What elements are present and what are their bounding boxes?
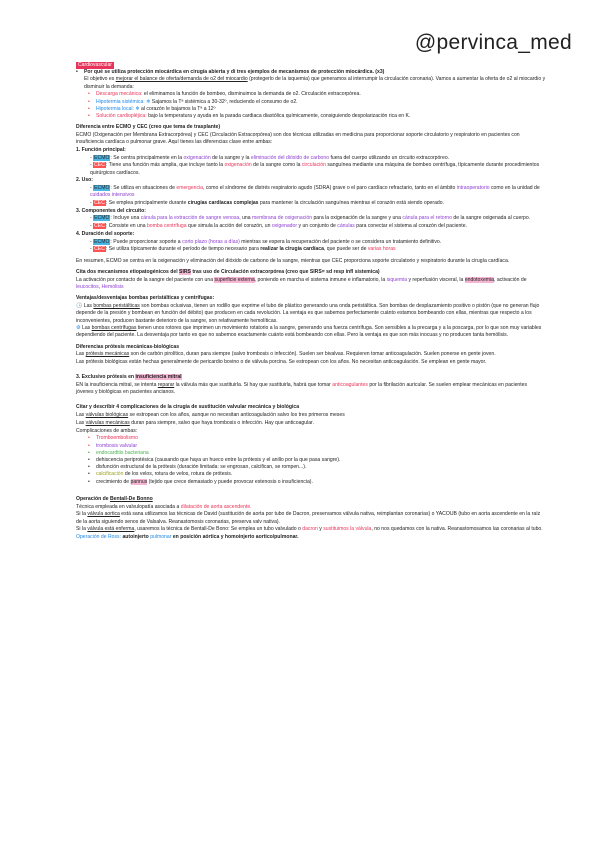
q2-sec2-ecmo: - ECMO: Se utiliza en situaciones de emergencia, como el síndrome de distrés respiratorio agudo (SDRA) grave o el paro cardíaco refractario, tanto en el ámbito intraoperatorio como en la unidad de cuidados intensivos — [90, 185, 540, 199]
list-item: • Tromboembolismo — [76, 435, 546, 442]
q5-title: Diferencias prótesis mecánicas-biológicas — [76, 343, 180, 350]
q2-sec1-cec: - CEC: Tiene una función más amplia, que incluye tanto la oxigenación de la sangre como la circulación sanguínea mediante una máquina de bombeo centrífuga, típicamente durante procedimientos quirúrgicos cardíacos. — [90, 162, 540, 176]
subject-badge: Cardiovascular — [78, 62, 112, 68]
q2-sec3-title: 3. Componentes del circuito: — [76, 207, 146, 214]
q7-title: Citar y describir 4 complicaciones de la cirugía de sustitución valvular mecánica y biológica — [76, 404, 300, 411]
q2-title: Diferencia entre ECMO y CEC (creo que tema de trasplante) — [76, 124, 221, 131]
q2-sec3-ecmo: - ECMO: Incluye una cánula para la extracción de sangre venosa, una membrana de oxigenación para la oxigenación de la sangre y una cánula para el retorno de la sangre oxigenada al cuerpo. — [90, 215, 531, 222]
q2-summary: En resumen, ECMO se centra en la oxigenación y eliminación del dióxido de carbono de la sangre, mientras que CEC proporciona soporte circulatorio y respiratorio durante la cirugía cardíaca. — [76, 257, 510, 264]
watermark: @pervinca_med — [414, 31, 572, 54]
q7-mech: Las válvulas mecánicas duran para siempre, salvo que haya trombosis o infección. Hay que anticoagular. — [76, 419, 314, 426]
q2-sec2-cec: - CEC: Se emplea principalmente durante cirugías cardíacas complejas para mantener la circulación sanguínea mientras el corazón está siendo operado. — [90, 199, 444, 206]
q5-mech: Las prótesis mecánicas son de carbón pirolítico, duran para siempre (salvo trombosis o infección). Suelen ser bivalvas. Requieren tomar anticoagulación. Suelen ponerse en gente joven. — [76, 351, 496, 358]
q2-sec2-title: 2. Uso: — [76, 177, 93, 184]
list-item: • endocarditis bacteriana — [76, 450, 546, 457]
q2-intro: ECMO (Oxigenación per Membrana Extracorpórea) y CEC (Circulación Extracorpórea) son dos técnicas utilizadas en medicina para proporcionar soporte circulatorio y respiratorio en pacientes con insuficiencia cardíaca o pulmonar grave. Aquí tienes las diferencias clave entre ambas: — [76, 131, 520, 146]
list-item: • calcificación de los velos, rotura de velos, rotura de prótesis. — [76, 471, 546, 478]
document — [76, 62, 546, 542]
q8-p1: Técnica empleada en valvulopatía asociada a dilatación de aorta ascendente. — [76, 503, 252, 510]
q1-title: • Por qué se utiliza protección miocárdica en cirugía abierta y di tres ejemplos de mecanismos de protección miocárdica. (x3) — [76, 69, 546, 76]
q8-p3: Si la válvula está enferma, usaremos la técnica de Bentall-De Bono: Se emplea un tubo valvulado o dacron y sustituimos la válvula, no nos quedamos con la nativa. Reanastomosamos las coronarias al tubo. — [76, 526, 543, 533]
list-item: • Descarga mecánica: el eliminamos la función de bombeo, disminuimos la demanda de o2. Circulación extracorpórea. — [76, 91, 546, 98]
q7-bio: Las válvulas biológicas se estropean con los años, aunque no necesitan anticoagulación salvo los tres primeros meses — [76, 412, 345, 419]
q8-title: Operación de Bentall-De Bonno — [76, 495, 153, 502]
q2-sec3-cec: - CEC: Consiste en una bomba centrífuga que simula la acción del corazón, un oxigenador y un conjunto de cánulas para conectar el sistema al corazón del paciente. — [90, 223, 467, 230]
q6-title: 3. Exclusivo prótesis en insuficiencia mitral — [76, 374, 182, 381]
q6-text: EN la insuficiencia mitral, se intenta reparar la válvula más que sustituirla. Si hay que sustituirla, habrá que tomar anticoagulantes por la fibrilación auricular. Se suelen emplear mecánicas en pacientes jóvenes y biológicas en pacientes ancianos. — [76, 382, 528, 396]
q2-sec4-title: 4. Duración del soporte: — [76, 230, 135, 237]
list-item: • dehiscencia periprotésica (causando que haya un hueco entre la prótesis y el anillo por la que pasa sangre). — [76, 457, 546, 464]
list-item: • Hipotermia local: ❄ al corazón le bajamos la Tª a 12º — [76, 106, 546, 113]
q1-list — [76, 91, 546, 120]
q2-sec1-title: 1. Función principal: — [76, 146, 126, 153]
q7-list — [76, 435, 546, 486]
gear-icon: ⚙ — [76, 325, 81, 332]
q5-bio: Las prótesis biológicas están hechas generalmente de pericardio bovino o de válvula porcina. Se estropean con los años. No necesitan anticoagulación. Se emplean en gente mayor. — [76, 359, 487, 366]
snowflake-icon: ❄ — [135, 105, 140, 112]
list-item: • trombosis valvular — [76, 443, 546, 450]
q3-title: Cita dos mecanismos etiopatogénicos del SIRS tras uso de Circulación extracorpórea (creo que SIRS= sd resp infl sistemica) — [76, 269, 380, 276]
list-item: • disfunción estructural de la prótesis (duración limitada: se engrosan, calcifican, se rompen...). — [76, 464, 546, 471]
clock-icon: 🕒 — [76, 303, 83, 310]
q8-p2: Si la válvula aortica está sana utilizamos las técnicas de David (sustitución de aorta por tubo de Dacron, preservamos válvula nativa, reimplantan coronarias) o YACOUB (tubo en aorta ascendente en la raíz de la aorta siguiendo senos de Valsalva. Reanastomosis coronarias, preserva valv nativa). — [76, 511, 541, 525]
q7-both: Complicaciones de ambas: — [76, 427, 138, 434]
q2-sec4-ecmo: - ECMO: Puede proporcionar soporte a corto plazo (horas a días) mientras se espera la recuperación del paciente o se considera un tratamiento definitivo. — [90, 238, 442, 245]
q1 — [76, 69, 546, 76]
q3-text: La activación por contacto de la sangre del paciente con una superficie externa, poniendo en marcha el sistema inmune e inflamatorio, la isquemia y reperfusión visceral, la endotoxemia, activación de leucocitos, Hemólisis — [76, 276, 527, 291]
q2-sec1-ecmo: - ECMO: Se centra principalmente en la oxigenación de la sangre y la eliminación del dióxido de carbono fuera del cuerpo utilizando un circuito extracorpóreo. — [90, 154, 450, 161]
q8-p4: Operación de Ross: autoinjerto pulmonar en posición aórtica y homoinjerto aortico/pulmonar. — [76, 533, 299, 540]
q2-sec4-cec: - CEC: Se utiliza típicamente durante el período de tiempo necesario para realizar la cirugía cardíaca, que puede ser de varias horas — [90, 246, 396, 253]
snowflake-icon: ❄ — [146, 98, 151, 105]
list-item: • crecimiento de pannus (tejido que crece demasiado y puede provocar estenosis o insuficiencia). — [76, 479, 546, 486]
list-item: • Solución cardiopléjica: bajo la temperatura y ayuda en la parada cardiaca diastólica químicamente, consiguiendo despolarización rica en K. — [76, 113, 546, 120]
q4-peristaltic: 🕒 Las bombas peristálticas son bombas oclusivas, tienen un rodillo que exprime el tubo de plástico generando una onda peristáltica. Son bombas de desplazamiento positivo o pistón (que no generan flujo depende de la presión y bombean en función del débito) que producen en cada revolución. La ventaja es que sabemos perfectamente cuánto estamos bombeando con ellas, mientras que respecto a los inconvenientes, producen bastante deterioro de la sangre, son relativamente hemolíticas. — [76, 303, 540, 324]
q4-centrifugal: ⚙ Las bombas centrífugas tienen unos rotores que imprimen un movimiento rotatorio a la sangre, generando una fuerza centrífuga. Son sensibles a la precarga y a la poscarga, por lo que son muy variables dependiendo del paciente. La desventaja por tanto es que no sabemos exactamente cuánto está bombeando con ellas. Pero la ventaja es que son más inocuas y no producen tanta hemólisis. — [76, 325, 542, 339]
q4-title: Ventajas/desventajas bombas peristálticas y centrífugas: — [76, 295, 215, 302]
list-item: • Hipotermia sistémica: ❄ Sajamos la Tª sistémica a 30-32º, reduciendo el consumo de o2. — [76, 99, 546, 106]
q1-intro: El objetivo es mejorar el balance de oferta/demanda de o2 del miocardio (protegerlo de la isquemia) que generamos al interrumpir la circulación coronaria). Vamos a aumentar la oferta de o2 al miocardio y disminuir la demanda: — [84, 76, 546, 90]
